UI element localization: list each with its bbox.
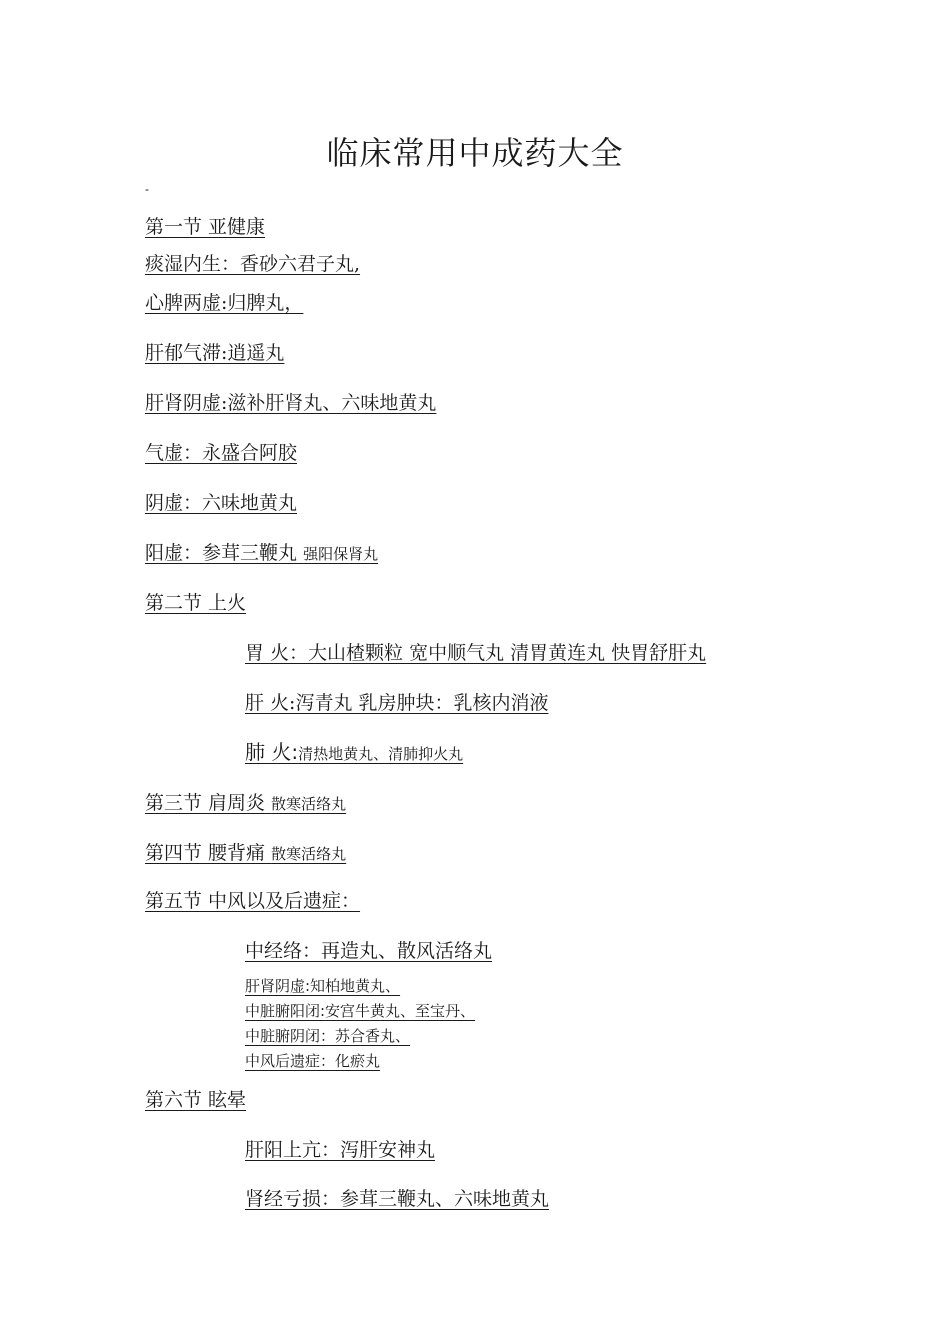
list-item-label: 肺 火:: [245, 740, 299, 764]
section-6-heading: 第六节 眩晕: [145, 1089, 247, 1111]
list-item: 肝肾阴虚:知柏地黄丸、: [245, 977, 401, 995]
section-label: 第四节 腰背痛: [145, 842, 266, 864]
list-item: 气虚：永盛合阿胶: [145, 442, 298, 464]
list-item: 胃 火：大山楂颗粒 宽中顺气丸 清胃黄连丸 快胃舒肝丸: [245, 642, 707, 664]
section-2-heading: 第二节 上火: [145, 592, 247, 614]
section-1-heading: 第一节 亚健康: [145, 216, 266, 238]
list-marker: -: [145, 182, 149, 196]
list-item-label: 阳虚：参茸三鞭丸: [145, 542, 298, 564]
section-5-heading: 第五节 中风以及后遗症：: [145, 890, 361, 912]
list-item: 痰湿内生：香砂六君子丸,: [145, 253, 361, 275]
list-item: 肝郁气滞:逍遥丸: [145, 342, 285, 364]
section-label: 第三节 肩周炎: [145, 792, 266, 814]
list-item: 肾经亏损：参茸三鞭丸、六味地黄丸: [245, 1188, 550, 1210]
list-item: [145, 538, 378, 565]
list-item: 中脏腑阴闭：苏合香丸、: [245, 1027, 411, 1045]
document-title: 临床常用中成药大全: [326, 134, 624, 172]
section-3-heading: [145, 788, 346, 815]
section-extra: 散寒活络丸: [271, 795, 347, 813]
list-item: 心脾两虚:归脾丸，: [145, 292, 304, 314]
list-item: [245, 736, 463, 765]
list-item: 肝肾阴虚:滋补肝肾丸、六味地黄丸: [145, 392, 437, 414]
list-item-extra: 强阳保肾丸: [303, 545, 379, 563]
list-item: 肝阳上亢：泻肝安神丸: [245, 1139, 436, 1161]
list-item-extra: 清热地黄丸、清肺抑火丸: [298, 745, 464, 763]
list-item: 肝 火:泻青丸 乳房肿块：乳核内消液: [245, 692, 549, 714]
section-4-heading: [145, 838, 346, 865]
list-item: 中风后遗症：化瘀丸: [245, 1052, 381, 1070]
list-item: 阴虚：六味地黄丸: [145, 492, 298, 514]
list-item: 中脏腑阳闭:安宫牛黄丸、至宝丹、: [245, 1002, 476, 1020]
section-extra: 散寒活络丸: [271, 845, 347, 863]
list-item: 中经络：再造丸、散风活络丸: [245, 940, 493, 962]
